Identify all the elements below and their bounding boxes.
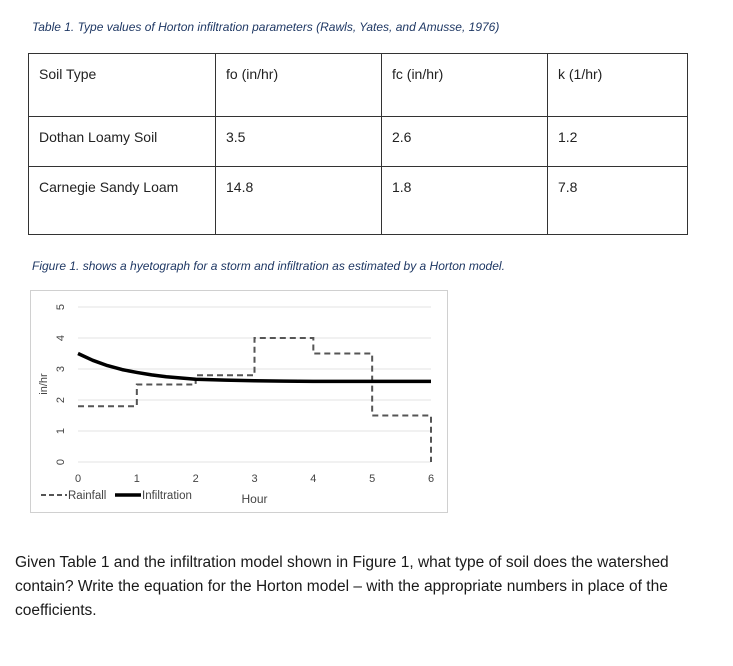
x-tick-label: 5 [369, 473, 376, 485]
x-tick-label: 3 [251, 473, 258, 485]
figure-caption: Figure 1. shows a hyetograph for a storm and infiltration as estimated by a Horton model. [32, 259, 505, 273]
question-text: Given Table 1 and the infiltration model shown in Figure 1, what type of soil does the watershed contain? Write the equation for the Horton model – with the appropriate numbers in place of the coefficients. [15, 554, 669, 619]
table-row [29, 167, 688, 235]
cell-fo: 14.8 [216, 167, 382, 235]
header-k: k (1/hr) [548, 54, 688, 117]
y-tick-label: 1 [54, 427, 67, 435]
x-tick-label: 4 [310, 473, 317, 485]
hyetograph-chart [31, 291, 447, 512]
cell-fc: 1.8 [382, 167, 548, 235]
cell-fo: 3.5 [216, 117, 382, 167]
cell-soil-type: Carnegie Sandy Loam [29, 167, 216, 235]
legend-label-rainfall: Rainfall [68, 490, 107, 502]
header-fo: fo (in/hr) [216, 54, 382, 117]
table-row [29, 117, 688, 167]
cell-soil-type: Dothan Loamy Soil [29, 117, 216, 167]
cell-k: 7.8 [548, 167, 688, 235]
table-caption: Table 1. Type values of Horton infiltration parameters (Rawls, Yates, and Amusse, 1976) [32, 20, 500, 34]
y-tick-label: 5 [54, 303, 67, 311]
y-tick-label: 2 [54, 396, 67, 404]
x-tick-label: 2 [192, 473, 199, 485]
x-tick-label: 1 [133, 473, 140, 485]
x-tick-label: 0 [74, 473, 82, 485]
y-axis-label: in/hr [37, 373, 50, 395]
y-tick-label: 4 [54, 334, 67, 342]
header-fc: fc (in/hr) [382, 54, 548, 117]
y-tick-label: 3 [54, 365, 67, 373]
hyetograph-figure [30, 290, 448, 513]
x-axis-label: Hour [241, 492, 268, 506]
header-soil-type: Soil Type [29, 54, 216, 117]
cell-k: 1.2 [548, 117, 688, 167]
x-tick-label: 6 [427, 473, 435, 485]
y-tick-label: 0 [54, 458, 67, 466]
table-header-row [29, 54, 688, 117]
cell-fc: 2.6 [382, 117, 548, 167]
legend-label-infiltration: Infiltration [142, 490, 192, 502]
horton-parameters-table [28, 53, 688, 235]
